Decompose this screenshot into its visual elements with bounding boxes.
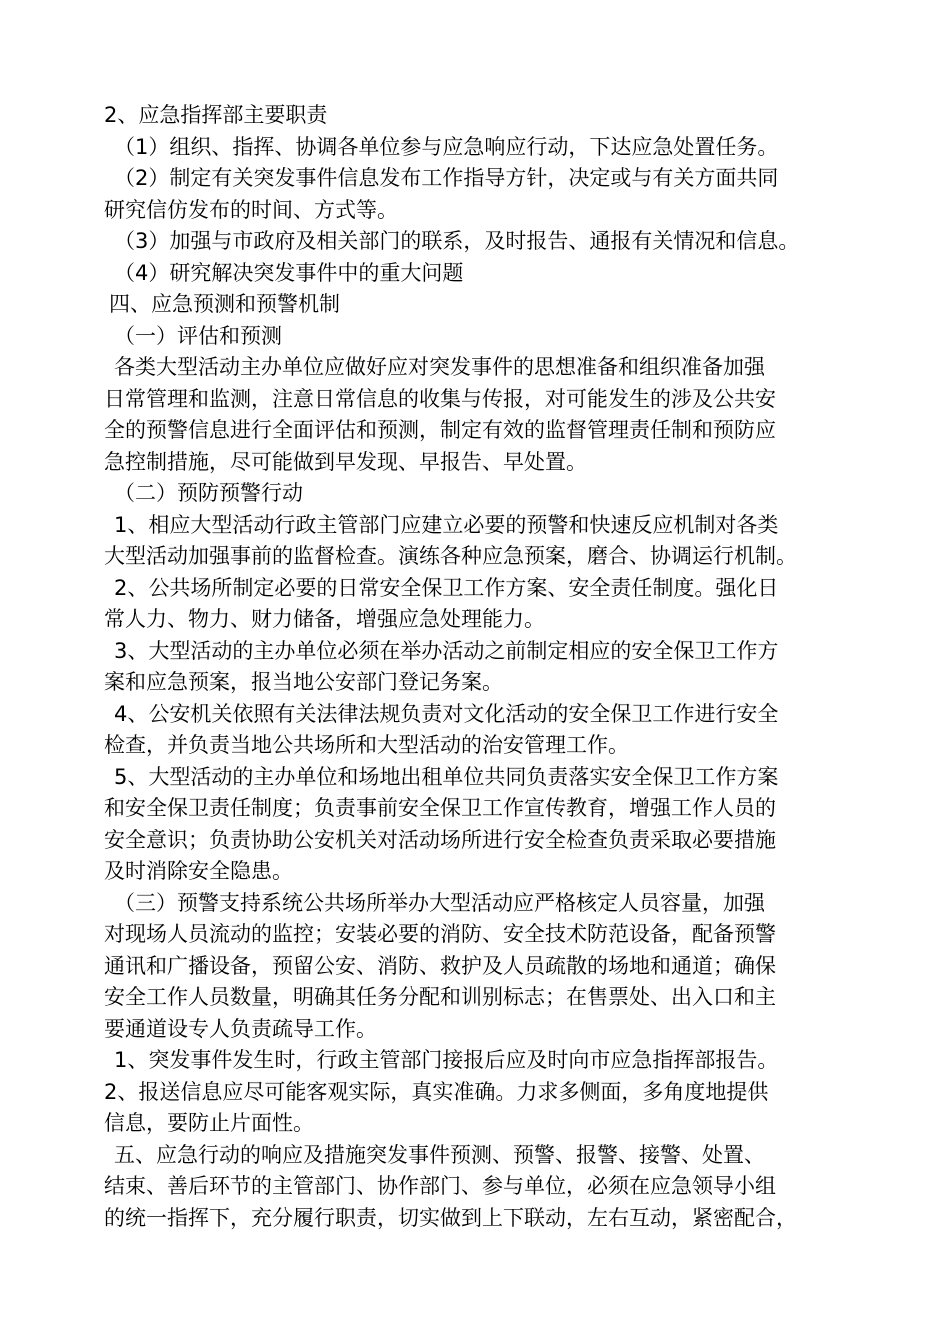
duty-item-1: （1）组织、指挥、协调各单位参与应急响应行动，下达应急处置任务。 <box>114 134 779 159</box>
prevention-item-3-cont: 案和应急预案，报当地公安部门登记务案。 <box>104 670 503 694</box>
prevention-item-1: 1、相应大型活动行政主管部门应建立必要的预警和快速反应机制对各类 <box>114 512 779 537</box>
subsection-heading-assessment: （一）评估和预测 <box>114 323 282 348</box>
duty-item-3: （3）加强与市政府及相关部门的联系，及时报告、通报有关情况和信息。 <box>114 229 800 253</box>
paragraph-line: 全的预警信息进行全面评估和预测，制定有效的监督管理责任制和预防应 <box>104 418 776 442</box>
section-heading-forecast-warning: 四、应急预测和预警机制 <box>109 292 340 316</box>
paragraph-line: 急控制措施，尽可能做到早发现、早报告、早处置。 <box>104 449 587 474</box>
paragraph-line: 通讯和广播设备，预留公安、消防、救护及人员疏散的场地和通道；确保 <box>104 953 776 978</box>
subsection-heading-prevention: （二）预防预警行动 <box>114 481 303 505</box>
section-heading-command-duties: 2、应急指挥部主要职责 <box>104 103 328 127</box>
paragraph-line: 日常管理和监测，注意日常信息的收集与传报，对可能发生的涉及公共安 <box>104 386 776 411</box>
prevention-item-3: 3、大型活动的主办单位必须在举办活动之前制定相应的安全保卫工作方 <box>114 638 779 663</box>
prevention-item-2: 2、公共场所制定必要的日常安全保卫工作方案、安全责任制度。强化日 <box>114 575 779 600</box>
report-item-2: 2、报送信息应尽可能客观实际，真实准确。力求多侧面，多角度地提供 <box>104 1079 769 1104</box>
document-body <box>104 100 874 1234</box>
subsection-heading-support-system: （三）预警支持系统公共场所举办大型活动应严格核定人员容量，加强 <box>114 890 765 915</box>
report-item-2-cont: 信息，要防止片面性。 <box>104 1111 314 1135</box>
prevention-item-5-cont: 安全意识；负责协助公安机关对活动场所进行安全检查负责采取必要措施 <box>104 827 776 852</box>
prevention-item-1-cont: 大型活动加强事前的监督检查。演练各种应急预案，磨合、协调运行机制。 <box>104 544 797 568</box>
paragraph-line: 的统一指挥下，充分履行职责，切实做到上下联动，左右互动，紧密配合， <box>104 1205 797 1230</box>
section-heading-response: 五、应急行动的响应及措施突发事件预测、预警、报警、接警、处置、 <box>114 1142 765 1167</box>
prevention-item-2-cont: 常人力、物力、财力储备，增强应急处理能力。 <box>104 607 545 631</box>
prevention-item-4: 4、公安机关依照有关法律法规负责对文化活动的安全保卫工作进行安全 <box>114 701 779 726</box>
prevention-item-5: 5、大型活动的主办单位和场地出租单位共同负责落实安全保卫工作方案 <box>114 764 779 789</box>
duty-item-2: （2）制定有关突发事件信息发布工作指导方针，决定或与有关方面共同 <box>114 166 779 190</box>
duty-item-4: （4）研究解决突发事件中的重大问题 <box>114 260 464 285</box>
report-item-1: 1、突发事件发生时，行政主管部门接报后应及时向市应急指挥部报告。 <box>114 1048 779 1072</box>
prevention-item-5-cont: 及时消除安全隐患。 <box>104 859 293 883</box>
prevention-item-5-cont: 和安全保卫责任制度；负责事前安全保卫工作宣传教育，增强工作人员的 <box>104 796 776 820</box>
paragraph-line: 安全工作人员数量，明确其任务分配和训别标志；在售票处、出入口和主 <box>104 985 776 1009</box>
paragraph-line: 结束、善后环节的主管部门、协作部门、参与单位，必须在应急领导小组 <box>104 1174 776 1198</box>
paragraph-line: 要通道设专人负责疏导工作。 <box>104 1016 377 1041</box>
paragraph-line: 对现场人员流动的监控；安装必要的消防、安全技术防范设备，配备预警 <box>104 922 776 946</box>
prevention-item-4-cont: 检查，并负责当地公共场所和大型活动的治安管理工作。 <box>104 733 629 757</box>
paragraph-line: 各类大型活动主办单位应做好应对突发事件的思想准备和组织准备加强 <box>114 355 765 379</box>
duty-item-2-cont: 研究信仿发布的时间、方式等。 <box>104 197 398 222</box>
